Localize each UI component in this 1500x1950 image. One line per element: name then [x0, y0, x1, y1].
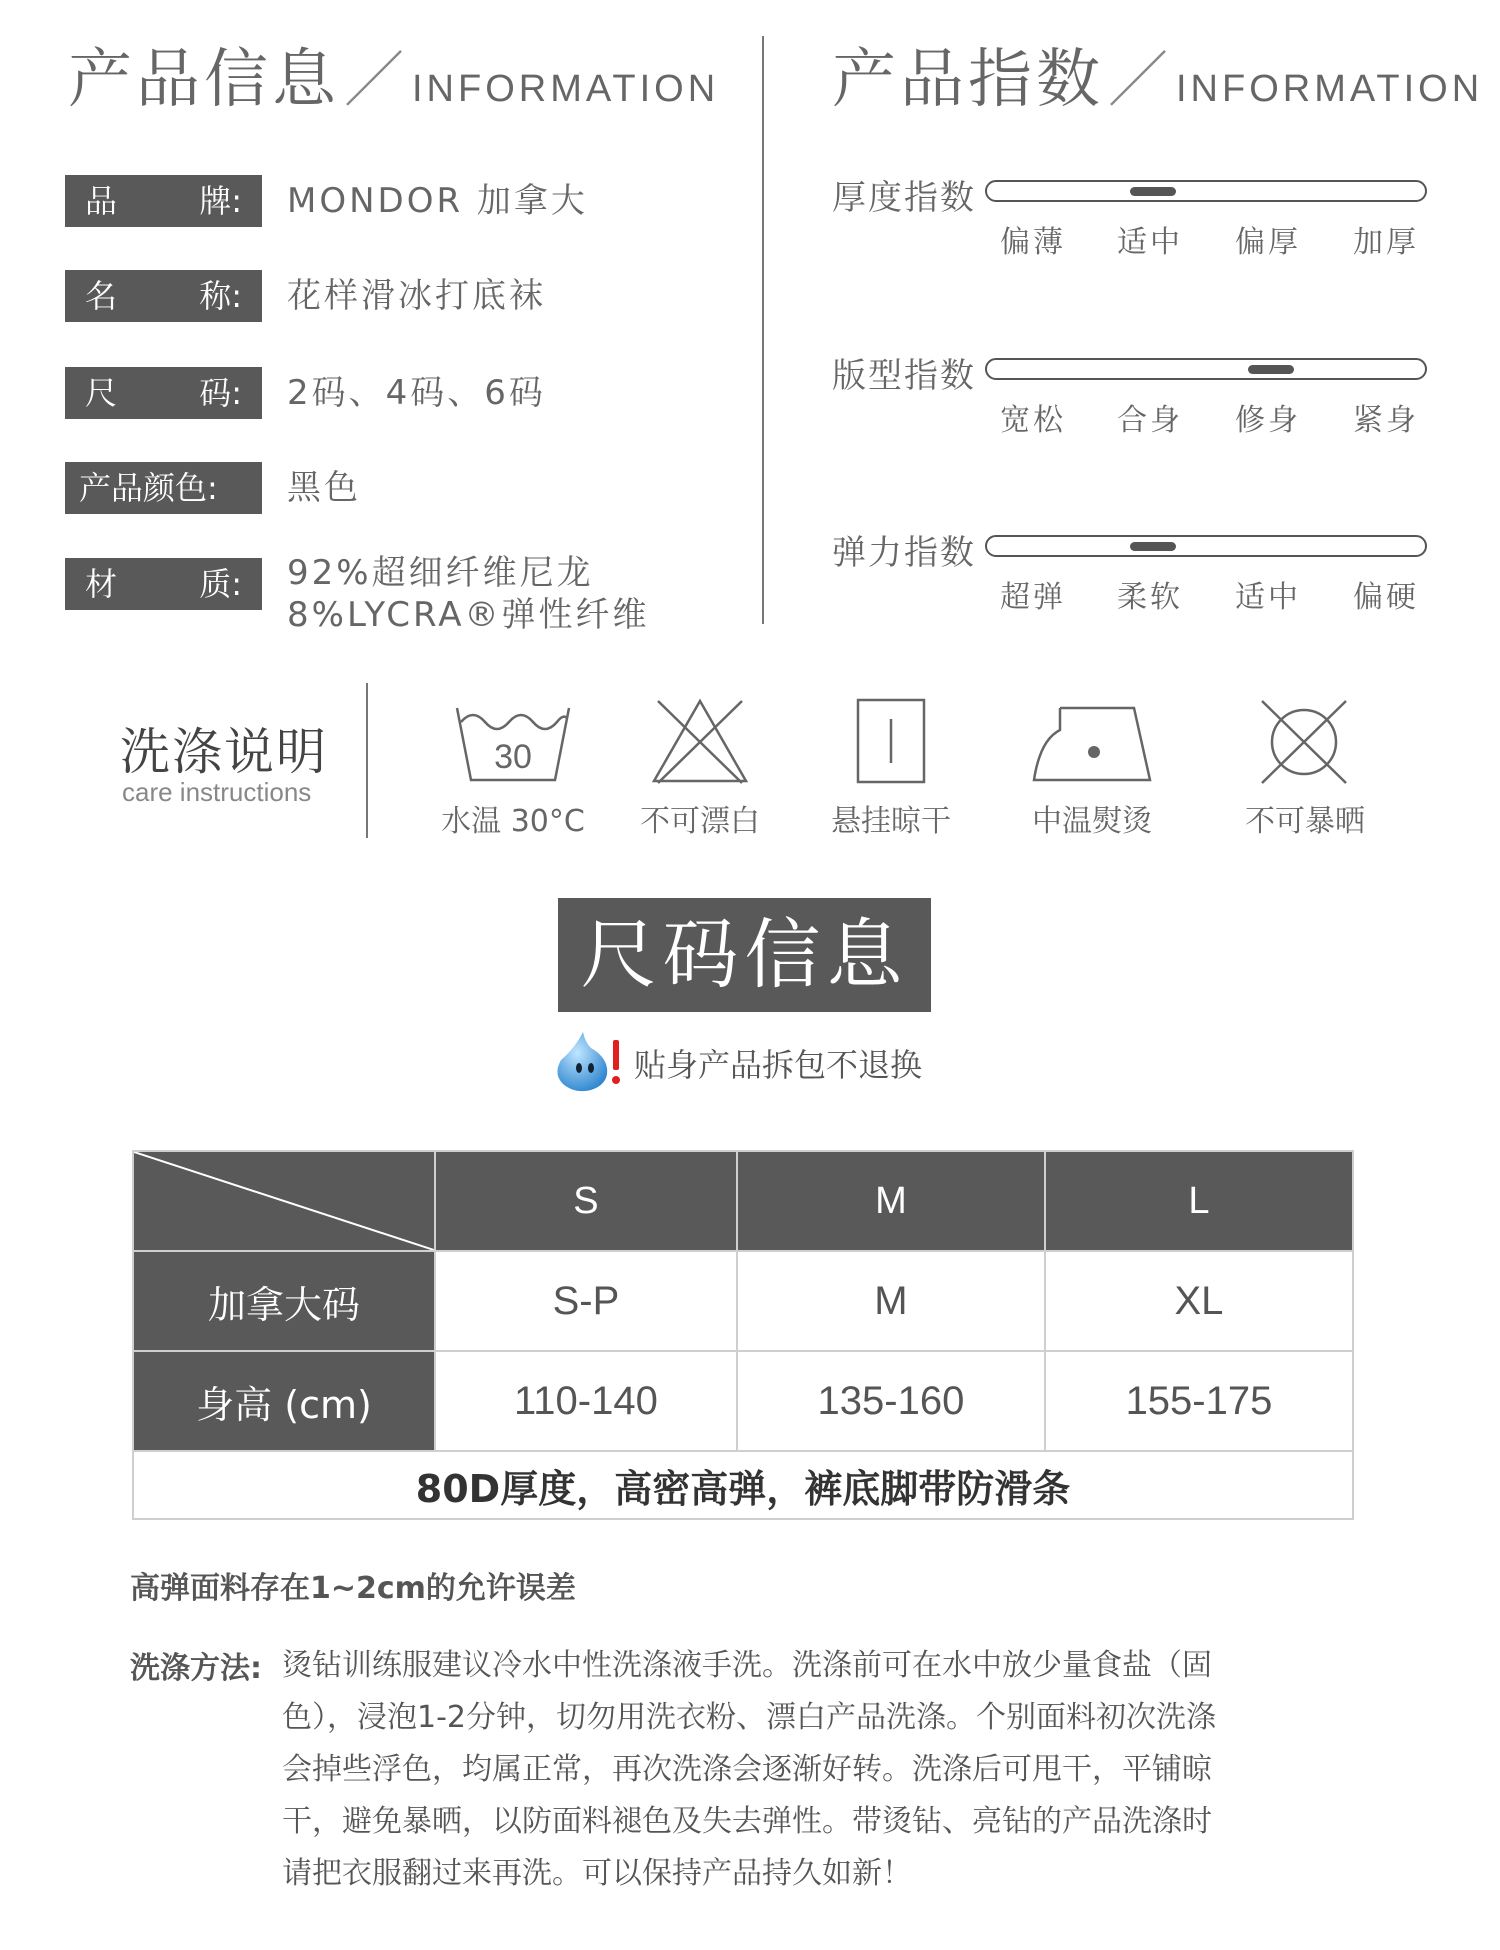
wash-line: 会掉些浮色，均属正常，再次洗涤会逐渐好转。洗涤后可甩干，平铺晾 [282, 1752, 1212, 1787]
size-header-s: S [435, 1151, 737, 1251]
iron-medium-icon [1030, 700, 1154, 784]
wash-line: 请把衣服翻过来再洗。可以保持产品持久如新！ [282, 1856, 912, 1891]
info-label-a: 品 [85, 182, 118, 220]
wash-line: 烫钻训练服建议冷水中性洗涤液手洗。洗涤前可在水中放少量食盐（固 [282, 1648, 1212, 1683]
info-value: 黑色 [287, 468, 361, 508]
index-option: 适中 [1235, 580, 1301, 615]
index-option: 紧身 [1353, 403, 1419, 438]
table-cell: 110-140 [435, 1351, 737, 1451]
care-subtitle: care instructions [122, 777, 312, 807]
table-cell: XL [1045, 1251, 1353, 1351]
index-option: 偏厚 [1235, 225, 1301, 260]
product-info-title-en: INFORMATION [412, 68, 720, 110]
index-marker [1248, 365, 1294, 374]
care-title: 洗涤说明 [120, 723, 328, 781]
table-corner-cell [133, 1151, 435, 1251]
wash-method-label: 洗涤方法: [130, 1651, 262, 1686]
size-header-m: M [737, 1151, 1045, 1251]
index-label: 厚度指数 [832, 178, 976, 218]
table-row [133, 1251, 1353, 1351]
title-slash: ／ [1108, 46, 1172, 116]
info-label-b: 牌: [199, 182, 242, 220]
vertical-divider [762, 36, 764, 624]
info-label [65, 175, 262, 227]
no-return-notice: 贴身产品拆包不退换 [634, 1046, 923, 1084]
size-table [132, 1150, 1354, 1520]
product-index-title-cn: 产品指数 [832, 43, 1104, 117]
index-option: 柔软 [1117, 580, 1183, 615]
water-drop-alert-icon [555, 1030, 625, 1094]
info-label-b: 称: [199, 277, 242, 315]
info-label-a: 尺 [85, 374, 118, 412]
table-note-row [133, 1451, 1353, 1519]
product-info-title [68, 28, 719, 120]
product-index-title [832, 28, 1483, 120]
hang-dry-icon [855, 697, 927, 785]
table-row [133, 1351, 1353, 1451]
index-option: 加厚 [1353, 225, 1419, 260]
no-sun-icon [1258, 697, 1350, 787]
info-label-b: 码: [199, 374, 242, 412]
index-option: 偏薄 [1000, 225, 1066, 260]
tolerance-note: 高弹面料存在1~2cm的允许误差 [130, 1571, 576, 1606]
table-header-row [133, 1151, 1353, 1251]
table-cell: 155-175 [1045, 1351, 1353, 1451]
care-label: 悬挂晾干 [831, 804, 951, 839]
material-line-1: 92%超细纤维尼龙 [287, 553, 594, 593]
info-value: 2码、4码、6码 [287, 373, 546, 413]
info-value [287, 552, 650, 636]
row-header-height: 身高 (cm) [133, 1351, 435, 1451]
info-label [65, 367, 262, 419]
material-line-2: 8%LYCRA®弹性纤维 [287, 595, 650, 635]
title-slash: ／ [344, 46, 408, 116]
size-info-title: 尺码信息 [558, 898, 931, 1012]
diagonal-line [134, 1152, 434, 1250]
product-info-title-cn: 产品信息 [68, 43, 340, 117]
wash-line: 色），浸泡1-2分钟，切勿用洗衣粉、漂白产品洗涤。个别面料初次洗涤 [282, 1700, 1216, 1735]
index-option: 适中 [1117, 225, 1183, 260]
index-option: 偏硬 [1353, 580, 1419, 615]
care-label: 水温 30°C [441, 804, 585, 839]
wash-method-text [282, 1640, 1302, 1900]
row-header-canada-size: 加拿大码 [133, 1251, 435, 1351]
index-marker [1130, 542, 1176, 551]
product-index-title-en: INFORMATION [1176, 68, 1484, 110]
index-option: 超弹 [1000, 580, 1066, 615]
wash-line: 干，避免暴晒，以防面料褪色及失去弹性。带烫钻、亮钻的产品洗涤时 [282, 1804, 1212, 1839]
index-option: 修身 [1235, 403, 1301, 438]
info-label [65, 462, 262, 514]
info-label-a: 产品颜色: [79, 469, 218, 507]
table-cell: 135-160 [737, 1351, 1045, 1451]
care-label: 不可暴晒 [1245, 804, 1365, 839]
index-label: 弹力指数 [832, 533, 976, 573]
table-cell: S-P [435, 1251, 737, 1351]
info-value: MONDOR 加拿大 [287, 181, 588, 221]
size-header-l: L [1045, 1151, 1353, 1251]
index-track [985, 535, 1427, 557]
index-marker [1130, 187, 1176, 196]
wash-temp: 30 [494, 738, 532, 776]
info-label [65, 270, 262, 322]
index-label: 版型指数 [832, 356, 976, 396]
index-track [985, 180, 1427, 202]
wash-30-icon [455, 700, 571, 784]
table-note: 80D厚度，高密高弹，裤底脚带防滑条 [133, 1451, 1353, 1519]
info-label-b: 质: [199, 565, 242, 603]
info-value: 花样滑冰打底袜 [287, 276, 546, 316]
index-option: 宽松 [1000, 403, 1066, 438]
info-label [65, 558, 262, 610]
index-option: 合身 [1117, 403, 1183, 438]
info-label-a: 材 [85, 565, 118, 603]
no-bleach-icon [650, 697, 750, 785]
table-cell: M [737, 1251, 1045, 1351]
care-divider [366, 683, 368, 838]
care-label: 中温熨烫 [1032, 804, 1152, 839]
index-track [985, 358, 1427, 380]
care-label: 不可漂白 [640, 804, 760, 839]
info-label-a: 名 [85, 277, 118, 315]
